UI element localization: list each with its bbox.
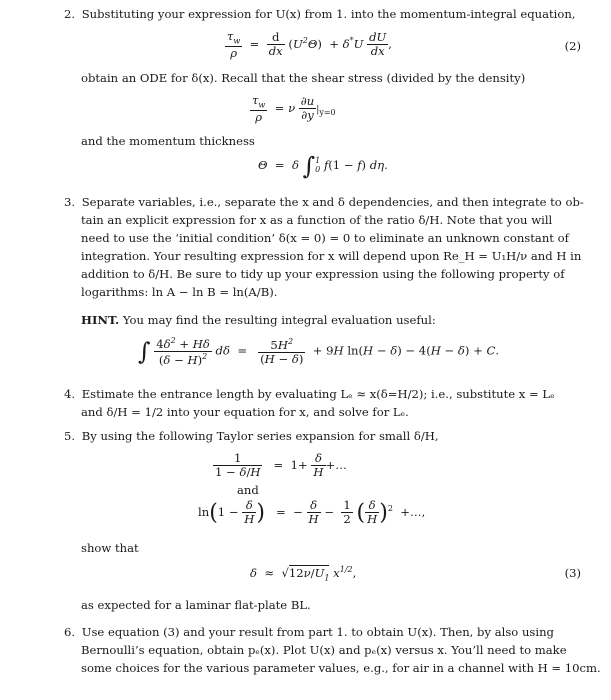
item-4-line-2: and δ/H = 1/2 into your equation for x, and solve for Lₑ. (81, 405, 409, 419)
hint (81, 312, 436, 329)
item-3-line-6: logarithms: ln A − ln B = ln(A/B). (81, 285, 278, 299)
hint-text: You may find the resulting integral evaluation useful: (122, 313, 436, 327)
item-text: Substituting your expression for U(x) from 1. into the momentum-integral equation, (81, 7, 576, 21)
equation-number-2: (2) (564, 39, 581, 53)
item-6-line-1: Use equation (3) and your result from part 1. to obtain U(x). Then, by also using (81, 625, 554, 639)
momentum-thickness-equation: Θ = δ ∫ 1 0 f(1 − f) dη. (258, 152, 388, 180)
item-6-line-2: Bernoulli’s equation, obtain pₑ(x). Plot U(x) and pₑ(x) versus x. You’ll need to make (81, 643, 567, 657)
hint-label: HINT. (81, 313, 120, 327)
item-6-line-3: some choices for the various parameter values, e.g., for air in a channel with H = 10cm. (81, 661, 601, 675)
item-number: 6. (64, 625, 76, 639)
show-that: show that (81, 541, 139, 555)
hint-integral-equation: ∫ $\frac{4\delta^2 + H\delta}{(\delta - H)^2}$ dδ = $\frac{5H^2}{(H - \delta)}$ + 9H ln(H − δ) − 4(H − δ) + C. (138, 336, 500, 368)
item-5-after: as expected for a laminar flat-plate BL. (81, 598, 311, 612)
item-number: 4. (64, 387, 76, 401)
equation-number-3: (3) (564, 566, 581, 580)
item-2-text3: and the momentum thickness (81, 134, 255, 148)
item-4-line-1: Estimate the entrance length by evaluating Lₑ ≈ x(δ=H/2); i.e., substitute x = Lₑ (81, 387, 555, 401)
and-word: and (237, 483, 259, 497)
shear-stress-equation: $\frac{\tau_w}{\rho}$ = ν $\frac{\partial u}{\partial y}$ $|_{y=0}$ (252, 93, 336, 124)
item-5-text: By using the following Taylor series expansion for small δ/H, (81, 429, 439, 443)
item-2-text2: obtain an ODE for δ(x). Recall that the shear stress (divided by the density) (81, 71, 526, 85)
item-3-line-2: tain an explicit expression for x as a function of the ratio δ/H. Note that you will (81, 213, 553, 227)
item-3-line-5: addition to δ/H. Be sure to tidy up your expression using the following property of (81, 267, 565, 281)
item-number: 3. (64, 195, 76, 209)
item-number: 2. (64, 7, 76, 21)
item-6 (64, 624, 554, 641)
item-2-intro (64, 6, 576, 23)
item-4 (64, 386, 555, 403)
taylor-series-1: $\frac{1}{1 - \delta/H}$ = 1+ $\frac{\delta}{H}$ +… (215, 451, 347, 480)
item-3 (64, 194, 584, 211)
item-5 (64, 428, 439, 445)
item-number: 5. (64, 429, 76, 443)
delta-result-equation: $\delta \approx √12\nu/U_1$ $x^{1/2}$, (250, 565, 357, 583)
taylor-series-2: ln(1 − $\frac{\delta}{H}$ ) = − $\frac{\delta}{H}$ − $\frac{1}{2}$ ( $\frac{\delta}{H}$ )$^2$ +…, (198, 498, 426, 527)
item-3-line-3: need to use the ‘initial condition’ δ(x = 0) = 0 to eliminate an unknown constant of (81, 231, 569, 245)
momentum-integral-equation: $\frac{\tau_w}{\rho}$ = $\frac{d}{dx}$ $(U^2\Theta) + \delta^*U$ $\frac{dU}{dx}$ , (227, 29, 392, 60)
item-3-line-1: Separate variables, i.e., separate the x and δ dependencies, and then integrate to ob- (81, 195, 584, 209)
item-3-line-4: integration. Your resulting expression for x will depend upon Re_H = U₁H/ν and H in (81, 249, 582, 263)
